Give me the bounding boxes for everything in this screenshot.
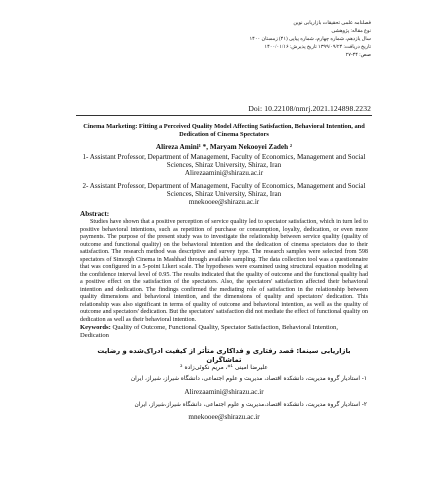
persian-affiliation-2: ۲- استادیار گروه مدیریت، دانشکده اقتصاد،مدیریت و علوم اجتماعی، دانشگاه شیراز،شیراز، ایران: [134, 402, 367, 408]
issue-info: سال یازدهم، شماره چهارم، شماره پیاپی (۴۱) زمستان ۱۴۰۰: [249, 37, 371, 42]
affiliation-1: [80, 153, 368, 178]
persian-email-1[interactable]: Alirezaamini@shirazu.ac.ir: [184, 388, 264, 396]
affiliation-1-email[interactable]: Alirezaamini@shirazu.ac.ir: [184, 169, 264, 178]
affiliation-2-email[interactable]: mnekooee@shirazu.ac.ir: [188, 198, 260, 207]
persian-authors: علیرضا امینی ¹*، مریم نکوئی‌زاده ²: [180, 364, 268, 371]
doi[interactable]: Doi: 10.22108/nmrj.2021.124898.2232: [248, 104, 371, 113]
dates-info: تاریخ دریافت: ۱۳۹۹/۰۹/۲۴ تاریخ پذیرش: ۱۴۰۰/۰۱/۱۶: [264, 45, 371, 50]
affiliation-2-text: 2- Assistant Professor, Department of Management, Faculty of Economics, Management and Social Sciences, Shiraz University, Shiraz, Iran: [82, 182, 366, 199]
keywords: [80, 324, 368, 340]
abstract-heading: Abstract:: [80, 210, 110, 218]
author-list: Alireza Amini¹ *, Maryam Nekooyei Zadeh ²: [155, 143, 293, 151]
abstract-text: Studies have shown that a positive perception of service quality led to spectator satisfaction, which in turn led to positive behavioral intentions, such as repetition of purchase or consumption, loyalty, dedication, or even more payments. The purpose of the present study was to investigate the relationship between service quality (quality of outcome and functional quality) on the behavioral intention and the dedication of cinema spectators due to their satisfaction. The research method was descriptive and survey type. The research samples were selected from 598 spectators of Simorgh Cinema in Mashhad through available sampling. The data collection tool was a questionnaire that was configured in a 5-point Likert scale. The hypotheses were examined using structural equation modeling at the confidence interval level of 0.95. The results indicated that the quality of outcome and the functional quality had a positive effect on the satisfaction of the spectators. Also, the spectators' satisfaction affected their behavioral intention and dedication. The findings confirmed the mediating role of satisfaction in the relationship between quality dimensions and behavioral intention, and the dimensions of quality and spectators' dedication. This relationship was also significant in terms of quality of outcome and behavioral intention, as well as the quality of outcome and spectators' dedication. But the spectators' satisfaction did not mediate the effect of functional quality on dedication as well as their behavioral intention.: [80, 219, 368, 323]
page-range: صص: ۴۴-۲۷: [345, 53, 371, 58]
journal-header: [111, 20, 371, 60]
persian-email-2[interactable]: mnekooee@shirazu.ac.ir: [188, 413, 260, 421]
affiliation-1-text: 1- Assistant Professor, Department of Management, Faculty of Economics, Management and Social Sciences, Shiraz University, Shiraz, Iran: [82, 153, 366, 170]
affiliation-2: [80, 182, 368, 207]
keywords-list: Quality of Outcome, Functional Quality, Spectator Satisfaction, Behavioral Intention, Dedication: [80, 324, 338, 339]
top-divider: [76, 115, 372, 116]
journal-name: فصلنامه علمی تحقیقات بازاریابی نوین: [293, 21, 371, 26]
paper-title: Cinema Marketing: Fitting a Perceived Quality Model Affecting Satisfaction, Behavioral Intention, and Dedication of Cinema Spectators: [83, 123, 365, 138]
persian-affiliation-1: ۱- استادیار گروه مدیریت، دانشکده اقتصاد، مدیریت و علوم اجتماعی، دانشگاه شیراز، شیراز، ایران: [130, 376, 367, 382]
keywords-label: Keywords:: [80, 324, 111, 331]
persian-title: بازاریابی سینما: قصد رفتاری و فداکاری متأثر از کیفیت ادراک‌شده و رضایت تماشاگران: [97, 347, 351, 364]
article-type: نوع مقاله: پژوهشی: [331, 29, 371, 34]
